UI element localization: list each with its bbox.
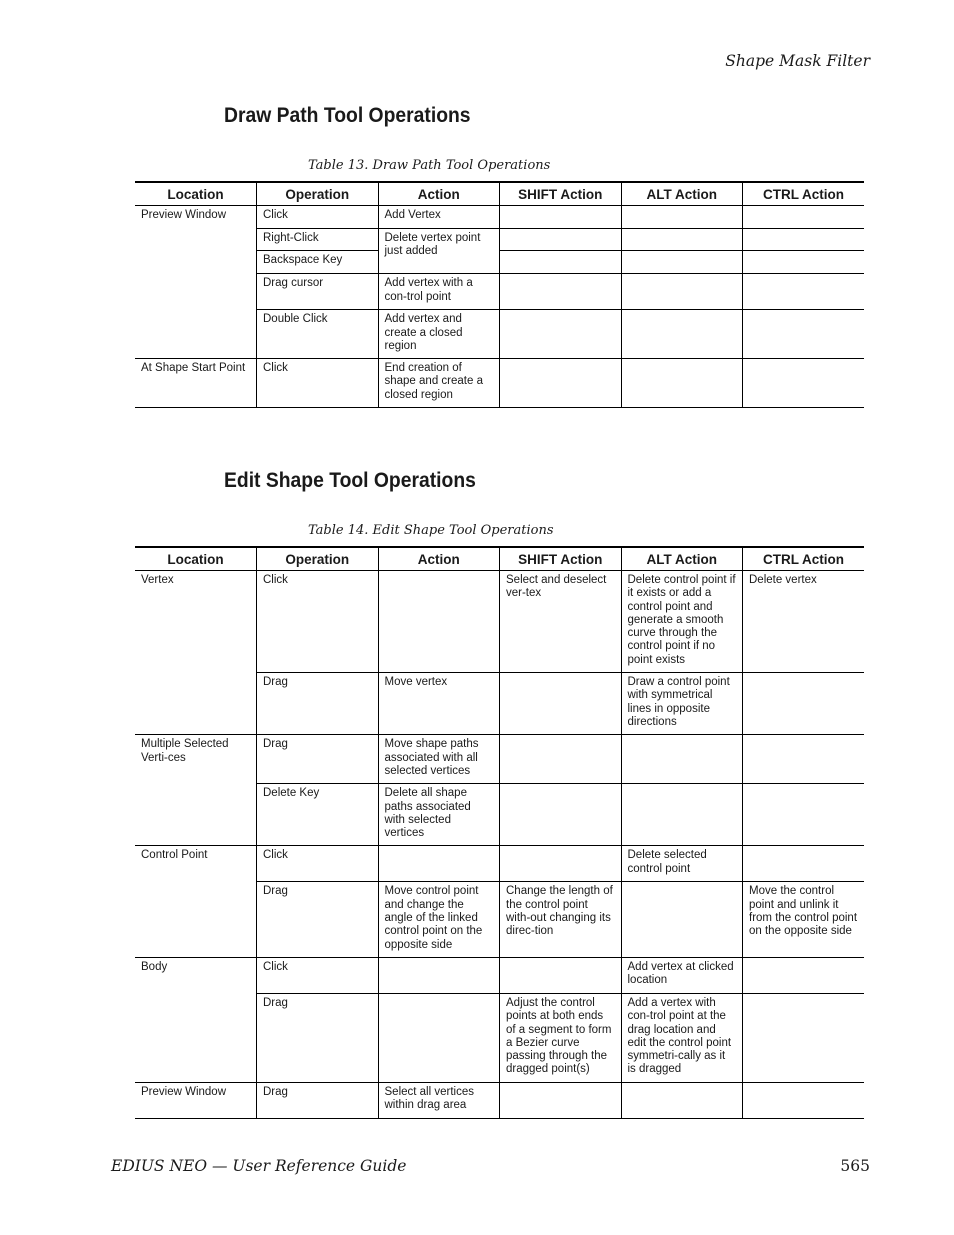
col-header-action: Action — [378, 182, 500, 206]
shift-action-cell — [500, 359, 622, 408]
ctrl-action-cell — [743, 993, 865, 1082]
alt-action-cell — [621, 882, 743, 957]
shift-action-cell — [500, 673, 622, 735]
ctrl-action-cell — [743, 251, 865, 274]
table-header-row — [135, 182, 864, 206]
shift-action-cell — [500, 1082, 622, 1118]
col-header-location: Location — [135, 182, 257, 206]
edit-shape-operations-table — [135, 546, 864, 1119]
footer-guide-title: EDIUS NEO — User Reference Guide — [111, 1157, 407, 1175]
draw-path-table-body — [135, 206, 864, 408]
alt-action-cell — [621, 274, 743, 310]
operation-cell: Click — [257, 359, 379, 408]
ctrl-action-cell — [743, 784, 865, 846]
operation-cell: Drag cursor — [257, 274, 379, 310]
shift-action-cell — [500, 735, 622, 784]
alt-action-cell: Draw a control point with symmetrical lines in opposite directions — [621, 673, 743, 735]
table-row — [135, 1082, 864, 1118]
action-cell — [378, 957, 500, 993]
action-cell: Delete vertex point just added — [378, 229, 500, 274]
table-13-caption: Table 13. Draw Path Tool Operations — [308, 158, 551, 173]
col-header-action: Action — [378, 547, 500, 571]
draw-path-operations-table — [135, 181, 864, 408]
ctrl-action-cell — [743, 229, 865, 251]
operation-cell: Click — [257, 957, 379, 993]
shift-action-cell — [500, 274, 622, 310]
table-row — [135, 846, 864, 882]
shift-action-cell — [500, 251, 622, 274]
alt-action-cell — [621, 784, 743, 846]
col-header-ctrl-action: CTRL Action — [743, 182, 865, 206]
alt-action-cell — [621, 229, 743, 251]
alt-action-cell: Delete control point if it exists or add a control point and generate a smooth curve through the control point if no point exists — [621, 571, 743, 673]
table-14-caption: Table 14. Edit Shape Tool Operations — [308, 523, 554, 538]
ctrl-action-cell: Delete vertex — [743, 571, 865, 673]
operation-cell: Drag — [257, 993, 379, 1082]
col-header-shift-action: SHIFT Action — [500, 547, 622, 571]
table-row — [135, 206, 864, 229]
ctrl-action-cell — [743, 310, 865, 359]
operation-cell: Drag — [257, 882, 379, 957]
shift-action-cell — [500, 206, 622, 229]
alt-action-cell — [621, 735, 743, 784]
shift-action-cell — [500, 957, 622, 993]
edit-shape-table-body — [135, 571, 864, 1119]
col-header-operation: Operation — [257, 182, 379, 206]
operation-cell: Drag — [257, 1082, 379, 1118]
action-cell: Delete all shape paths associated with selected vertices — [378, 784, 500, 846]
location-cell: Preview Window — [135, 206, 257, 359]
operation-cell: Drag — [257, 673, 379, 735]
operation-cell: Right-Click — [257, 229, 379, 251]
shift-action-cell — [500, 229, 622, 251]
operation-cell: Delete Key — [257, 784, 379, 846]
col-header-alt-action: ALT Action — [621, 547, 743, 571]
action-cell — [378, 993, 500, 1082]
location-cell: Preview Window — [135, 1082, 257, 1118]
table-row — [135, 571, 864, 673]
table-row — [135, 359, 864, 408]
action-cell — [378, 846, 500, 882]
operation-cell: Double Click — [257, 310, 379, 359]
table-row — [135, 957, 864, 993]
action-cell — [378, 571, 500, 673]
action-cell: Move shape paths associated with all selected vertices — [378, 735, 500, 784]
shift-action-cell — [500, 846, 622, 882]
alt-action-cell — [621, 251, 743, 274]
alt-action-cell: Add vertex at clicked location — [621, 957, 743, 993]
ctrl-action-cell — [743, 274, 865, 310]
operation-cell: Click — [257, 571, 379, 673]
section-title-draw-path: Draw Path Tool Operations — [224, 104, 471, 127]
alt-action-cell — [621, 310, 743, 359]
location-cell: Multiple Selected Verti-ces — [135, 735, 257, 846]
alt-action-cell: Delete selected control point — [621, 846, 743, 882]
shift-action-cell: Select and deselect ver-tex — [500, 571, 622, 673]
alt-action-cell — [621, 206, 743, 229]
ctrl-action-cell — [743, 957, 865, 993]
ctrl-action-cell — [743, 673, 865, 735]
shift-action-cell: Change the length of the control point with-out changing its direc-tion — [500, 882, 622, 957]
operation-cell: Backspace Key — [257, 251, 379, 274]
operation-cell: Click — [257, 846, 379, 882]
ctrl-action-cell — [743, 1082, 865, 1118]
ctrl-action-cell — [743, 735, 865, 784]
action-cell: Move vertex — [378, 673, 500, 735]
operation-cell: Click — [257, 206, 379, 229]
table-header-row — [135, 547, 864, 571]
col-header-location: Location — [135, 547, 257, 571]
running-head: Shape Mask Filter — [725, 52, 870, 70]
action-cell: Add Vertex — [378, 206, 500, 229]
shift-action-cell: Adjust the control points at both ends of a segment to form a Bezier curve passing through the dragged point(s) — [500, 993, 622, 1082]
action-cell: Move control point and change the angle of the linked control point on the opposite side — [378, 882, 500, 957]
operation-cell: Drag — [257, 735, 379, 784]
ctrl-action-cell — [743, 359, 865, 408]
location-cell: Body — [135, 957, 257, 1082]
ctrl-action-cell — [743, 206, 865, 229]
col-header-alt-action: ALT Action — [621, 182, 743, 206]
action-cell: Add vertex and create a closed region — [378, 310, 500, 359]
alt-action-cell — [621, 1082, 743, 1118]
action-cell: End creation of shape and create a closed region — [378, 359, 500, 408]
alt-action-cell: Add a vertex with con-trol point at the drag location and edit the control point symmetri-cally as it is dragged — [621, 993, 743, 1082]
page-number: 565 — [840, 1157, 870, 1175]
section-title-edit-shape: Edit Shape Tool Operations — [224, 469, 476, 492]
col-header-operation: Operation — [257, 547, 379, 571]
action-cell: Select all vertices within drag area — [378, 1082, 500, 1118]
alt-action-cell — [621, 359, 743, 408]
action-cell: Add vertex with a con-trol point — [378, 274, 500, 310]
location-cell: Control Point — [135, 846, 257, 957]
ctrl-action-cell: Move the control point and unlink it from the control point on the opposite side — [743, 882, 865, 957]
location-cell: At Shape Start Point — [135, 359, 257, 408]
col-header-shift-action: SHIFT Action — [500, 182, 622, 206]
table-row — [135, 735, 864, 784]
shift-action-cell — [500, 784, 622, 846]
location-cell: Vertex — [135, 571, 257, 735]
ctrl-action-cell — [743, 846, 865, 882]
shift-action-cell — [500, 310, 622, 359]
col-header-ctrl-action: CTRL Action — [743, 547, 865, 571]
